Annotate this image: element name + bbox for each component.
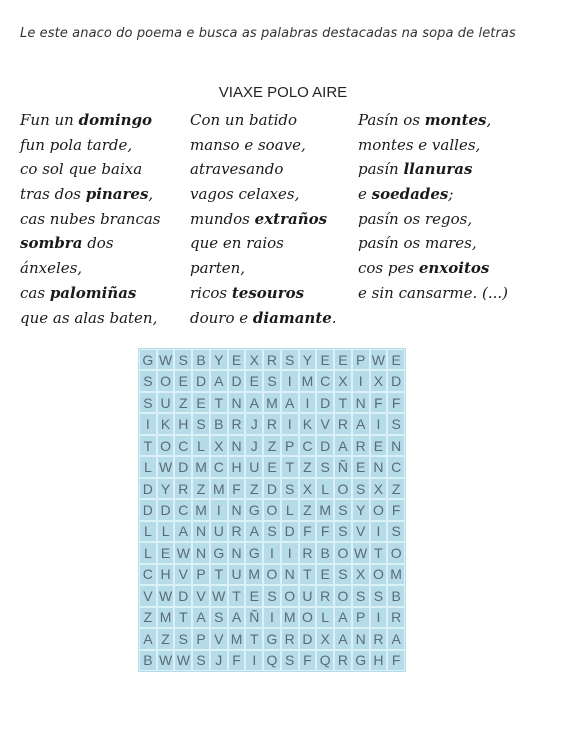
grid-cell[interactable]: A bbox=[352, 413, 370, 434]
poem-text: e sin cansarme. (...) bbox=[358, 283, 509, 302]
poem-text: ; bbox=[448, 185, 454, 204]
poem-text: Fun un bbox=[20, 111, 79, 129]
grid-cell[interactable]: F bbox=[370, 392, 388, 413]
grid-cell[interactable]: S bbox=[281, 478, 299, 499]
grid-cell[interactable]: H bbox=[157, 564, 175, 585]
poem-line bbox=[20, 207, 161, 232]
poem-text: Con un batido bbox=[190, 111, 298, 129]
grid-cell[interactable]: F bbox=[299, 650, 317, 671]
grid-cell[interactable]: X bbox=[370, 478, 388, 499]
poem-text: ricos bbox=[190, 283, 232, 302]
grid-cell[interactable]: D bbox=[192, 370, 210, 391]
highlighted-word: montes bbox=[424, 111, 487, 129]
grid-cell[interactable]: O bbox=[299, 607, 317, 628]
grid-cell[interactable]: T bbox=[210, 564, 228, 585]
grid-cell[interactable]: S bbox=[263, 521, 281, 542]
grid-cell[interactable]: M bbox=[245, 564, 263, 585]
grid-cell[interactable]: R bbox=[370, 628, 388, 649]
poem-line bbox=[358, 281, 508, 306]
grid-cell[interactable]: C bbox=[299, 435, 317, 456]
grid-cell[interactable]: L bbox=[192, 435, 210, 456]
grid-cell[interactable]: F bbox=[228, 650, 246, 671]
grid-cell[interactable]: N bbox=[192, 542, 210, 563]
grid-cell[interactable]: P bbox=[192, 628, 210, 649]
grid-cell[interactable]: C bbox=[174, 499, 192, 520]
grid-cell[interactable]: F bbox=[316, 521, 334, 542]
grid-cell[interactable]: I bbox=[370, 413, 388, 434]
grid-cell[interactable]: C bbox=[139, 564, 157, 585]
poem-line bbox=[190, 108, 337, 133]
poem-line bbox=[190, 306, 337, 331]
poem-text: pasín os regos, bbox=[358, 209, 473, 228]
poem-line bbox=[190, 256, 337, 281]
grid-cell[interactable]: C bbox=[210, 456, 228, 477]
poem-line bbox=[358, 207, 508, 232]
grid-cell[interactable]: X bbox=[352, 564, 370, 585]
grid-cell[interactable]: I bbox=[210, 499, 228, 520]
grid-cell[interactable]: N bbox=[192, 521, 210, 542]
poem-line bbox=[190, 207, 337, 232]
poem-text: cas nubes brancas bbox=[20, 209, 161, 228]
poem-text: cas bbox=[20, 283, 50, 302]
grid-cell[interactable]: Z bbox=[245, 478, 263, 499]
poem-title: VIAXE POLO AIRE bbox=[218, 84, 348, 101]
grid-cell[interactable]: R bbox=[174, 478, 192, 499]
grid-cell[interactable]: W bbox=[157, 456, 175, 477]
grid-cell[interactable]: G bbox=[210, 542, 228, 563]
grid-cell[interactable]: X bbox=[316, 628, 334, 649]
grid-cell[interactable]: G bbox=[245, 499, 263, 520]
poem-text: manso e soave, bbox=[190, 135, 306, 154]
grid-cell[interactable]: R bbox=[387, 607, 405, 628]
grid-cell[interactable]: N bbox=[281, 564, 299, 585]
grid-cell[interactable]: M bbox=[299, 370, 317, 391]
poem-text: pasín os mares, bbox=[358, 234, 477, 253]
grid-cell[interactable]: Z bbox=[157, 628, 175, 649]
grid-cell[interactable]: D bbox=[299, 628, 317, 649]
grid-cell[interactable]: D bbox=[139, 499, 157, 520]
grid-cell[interactable]: R bbox=[352, 435, 370, 456]
grid-cell[interactable]: S bbox=[139, 370, 157, 391]
poem-line bbox=[20, 182, 161, 207]
highlighted-word: domingo bbox=[78, 111, 153, 129]
grid-cell[interactable]: I bbox=[281, 370, 299, 391]
grid-cell[interactable]: E bbox=[228, 349, 246, 370]
poem-text: e bbox=[358, 185, 372, 204]
grid-cell[interactable]: T bbox=[334, 392, 352, 413]
highlighted-word: llanuras bbox=[403, 160, 473, 179]
grid-cell[interactable]: O bbox=[334, 542, 352, 563]
grid-cell[interactable]: A bbox=[387, 628, 405, 649]
grid-cell[interactable]: R bbox=[316, 585, 334, 606]
grid-cell[interactable]: W bbox=[174, 650, 192, 671]
poem-text: que en raios bbox=[190, 234, 284, 253]
poem-text: co sol que baixa bbox=[20, 160, 143, 179]
grid-cell[interactable]: G bbox=[245, 542, 263, 563]
grid-cell[interactable]: S bbox=[192, 650, 210, 671]
grid-cell[interactable]: N bbox=[370, 456, 388, 477]
grid-cell[interactable]: P bbox=[352, 607, 370, 628]
grid-cell[interactable]: Ñ bbox=[245, 607, 263, 628]
grid-cell[interactable]: T bbox=[299, 564, 317, 585]
grid-cell[interactable]: I bbox=[370, 607, 388, 628]
word-search-grid bbox=[138, 348, 406, 672]
grid-cell[interactable]: I bbox=[281, 413, 299, 434]
grid-cell[interactable]: M bbox=[192, 499, 210, 520]
grid-cell[interactable]: P bbox=[281, 435, 299, 456]
grid-cell[interactable]: S bbox=[334, 521, 352, 542]
grid-cell[interactable]: E bbox=[316, 349, 334, 370]
grid-cell[interactable]: I bbox=[281, 542, 299, 563]
grid-cell[interactable]: O bbox=[334, 585, 352, 606]
grid-cell[interactable]: L bbox=[157, 521, 175, 542]
grid-cell[interactable]: A bbox=[210, 370, 228, 391]
grid-cell[interactable]: G bbox=[139, 349, 157, 370]
highlighted-word: diamante bbox=[252, 308, 332, 327]
grid-cell[interactable]: M bbox=[316, 499, 334, 520]
grid-cell[interactable]: Z bbox=[299, 456, 317, 477]
grid-cell[interactable]: G bbox=[263, 628, 281, 649]
grid-cell[interactable]: I bbox=[263, 607, 281, 628]
grid-cell[interactable]: I bbox=[263, 542, 281, 563]
grid-cell[interactable]: D bbox=[316, 435, 334, 456]
grid-cell[interactable]: D bbox=[174, 585, 192, 606]
grid-cell[interactable]: Q bbox=[316, 650, 334, 671]
grid-cell[interactable]: T bbox=[281, 456, 299, 477]
grid-cell[interactable]: N bbox=[228, 499, 246, 520]
grid-cell[interactable]: X bbox=[210, 435, 228, 456]
poem-text: pasín bbox=[358, 160, 404, 179]
grid-cell[interactable]: M bbox=[192, 456, 210, 477]
grid-cell[interactable]: T bbox=[245, 628, 263, 649]
poem-text: mundos bbox=[190, 209, 255, 228]
poem-text: vagos celaxes, bbox=[190, 185, 300, 204]
grid-cell[interactable]: S bbox=[316, 456, 334, 477]
grid-cell[interactable]: O bbox=[387, 542, 405, 563]
grid-cell[interactable]: F bbox=[299, 521, 317, 542]
grid-cell[interactable]: E bbox=[316, 564, 334, 585]
poem-column-1 bbox=[20, 108, 161, 330]
grid-cell[interactable]: V bbox=[210, 628, 228, 649]
grid-cell[interactable]: Z bbox=[387, 478, 405, 499]
grid-cell[interactable]: R bbox=[334, 413, 352, 434]
grid-cell[interactable]: R bbox=[263, 349, 281, 370]
grid-cell[interactable]: D bbox=[139, 478, 157, 499]
grid-cell[interactable]: T bbox=[370, 542, 388, 563]
grid-cell[interactable]: R bbox=[228, 413, 246, 434]
grid-cell[interactable]: I bbox=[139, 413, 157, 434]
poem-line bbox=[190, 231, 337, 256]
grid-cell[interactable]: U bbox=[245, 456, 263, 477]
grid-cell[interactable]: S bbox=[281, 349, 299, 370]
poem-line bbox=[358, 231, 508, 256]
grid-cell[interactable]: N bbox=[228, 435, 246, 456]
grid-cell[interactable]: Y bbox=[157, 478, 175, 499]
poem-line bbox=[20, 281, 161, 306]
grid-cell[interactable]: B bbox=[192, 349, 210, 370]
grid-cell[interactable]: E bbox=[263, 456, 281, 477]
grid-cell[interactable]: F bbox=[387, 650, 405, 671]
grid-cell[interactable]: D bbox=[316, 392, 334, 413]
grid-cell[interactable]: H bbox=[174, 413, 192, 434]
grid-cell[interactable]: P bbox=[192, 564, 210, 585]
grid-cell[interactable]: O bbox=[263, 564, 281, 585]
grid-cell[interactable]: W bbox=[157, 585, 175, 606]
grid-cell[interactable]: L bbox=[281, 499, 299, 520]
highlighted-word: tesouros bbox=[231, 283, 305, 302]
grid-cell[interactable]: S bbox=[334, 499, 352, 520]
poem-text: tras dos bbox=[20, 185, 86, 204]
grid-cell[interactable]: S bbox=[263, 370, 281, 391]
grid-cell[interactable]: W bbox=[370, 349, 388, 370]
grid-cell[interactable]: B bbox=[316, 542, 334, 563]
grid-cell[interactable]: N bbox=[352, 392, 370, 413]
highlighted-word: palomiñas bbox=[49, 283, 137, 302]
grid-cell[interactable]: X bbox=[299, 478, 317, 499]
grid-cell[interactable]: M bbox=[281, 607, 299, 628]
grid-cell[interactable]: O bbox=[157, 435, 175, 456]
grid-cell[interactable]: Z bbox=[299, 499, 317, 520]
grid-cell[interactable]: O bbox=[281, 585, 299, 606]
poem-line bbox=[358, 157, 508, 182]
grid-cell[interactable]: X bbox=[245, 349, 263, 370]
highlighted-word: enxoitos bbox=[418, 259, 490, 278]
grid-cell[interactable]: U bbox=[210, 521, 228, 542]
grid-cell[interactable]: D bbox=[228, 370, 246, 391]
grid-cell[interactable]: M bbox=[228, 628, 246, 649]
grid-cell[interactable]: Y bbox=[210, 349, 228, 370]
highlighted-word: extraños bbox=[254, 209, 328, 228]
grid-cell[interactable]: S bbox=[281, 650, 299, 671]
grid-cell[interactable]: I bbox=[299, 392, 317, 413]
grid-cell[interactable]: U bbox=[228, 564, 246, 585]
grid-cell[interactable]: X bbox=[370, 370, 388, 391]
grid-cell[interactable]: R bbox=[334, 650, 352, 671]
grid-cell[interactable]: C bbox=[316, 370, 334, 391]
grid-cell[interactable]: G bbox=[352, 650, 370, 671]
grid-cell[interactable]: A bbox=[334, 628, 352, 649]
grid-cell[interactable]: B bbox=[210, 413, 228, 434]
poem-text: montes e valles, bbox=[358, 135, 481, 154]
grid-cell[interactable]: A bbox=[228, 607, 246, 628]
grid-cell[interactable]: I bbox=[245, 650, 263, 671]
grid-cell[interactable]: F bbox=[387, 499, 405, 520]
poem-line bbox=[358, 182, 508, 207]
poem-text: que as alas baten, bbox=[20, 308, 158, 327]
grid-cell[interactable]: E bbox=[174, 370, 192, 391]
grid-cell[interactable]: W bbox=[157, 650, 175, 671]
grid-cell[interactable]: S bbox=[139, 392, 157, 413]
grid-cell[interactable]: N bbox=[352, 628, 370, 649]
grid-cell[interactable]: C bbox=[387, 456, 405, 477]
grid-cell[interactable]: P bbox=[352, 349, 370, 370]
grid-cell[interactable]: S bbox=[334, 564, 352, 585]
grid-cell[interactable]: S bbox=[174, 628, 192, 649]
grid-cell[interactable]: H bbox=[370, 650, 388, 671]
poem-column-3 bbox=[358, 108, 508, 306]
grid-cell[interactable]: O bbox=[157, 370, 175, 391]
grid-cell[interactable]: S bbox=[370, 585, 388, 606]
grid-cell[interactable]: H bbox=[228, 456, 246, 477]
poem-text: . bbox=[331, 308, 337, 327]
grid-cell[interactable]: Y bbox=[352, 499, 370, 520]
poem-line bbox=[20, 157, 161, 182]
poem-column-2 bbox=[190, 108, 337, 330]
grid-cell[interactable]: F bbox=[387, 392, 405, 413]
grid-cell[interactable]: E bbox=[245, 370, 263, 391]
highlighted-word: soedades bbox=[371, 185, 449, 204]
grid-cell[interactable]: S bbox=[352, 585, 370, 606]
poem-line bbox=[358, 133, 508, 158]
grid-cell[interactable]: V bbox=[139, 585, 157, 606]
grid-cell[interactable]: S bbox=[174, 349, 192, 370]
grid-cell[interactable]: E bbox=[334, 349, 352, 370]
grid-cell[interactable]: K bbox=[157, 413, 175, 434]
grid-cell[interactable]: L bbox=[139, 521, 157, 542]
poem-line bbox=[190, 157, 337, 182]
grid-cell[interactable]: R bbox=[228, 521, 246, 542]
grid-cell[interactable]: S bbox=[192, 413, 210, 434]
grid-cell[interactable]: A bbox=[174, 521, 192, 542]
grid-cell[interactable]: L bbox=[316, 607, 334, 628]
grid-cell[interactable]: J bbox=[210, 650, 228, 671]
grid-cell[interactable]: O bbox=[263, 499, 281, 520]
grid-cell[interactable]: T bbox=[210, 392, 228, 413]
poem-text: ánxeles, bbox=[20, 259, 83, 278]
grid-cell[interactable]: W bbox=[210, 585, 228, 606]
grid-cell[interactable]: W bbox=[352, 542, 370, 563]
grid-cell[interactable]: C bbox=[174, 435, 192, 456]
grid-cell[interactable]: D bbox=[281, 521, 299, 542]
grid-cell[interactable]: B bbox=[387, 585, 405, 606]
poem-line bbox=[20, 133, 161, 158]
grid-cell[interactable]: N bbox=[228, 542, 246, 563]
instructions: Le este anaco do poema e busca as palabras destacadas na sopa de letras bbox=[20, 26, 516, 41]
grid-cell[interactable]: L bbox=[316, 478, 334, 499]
grid-cell[interactable]: V bbox=[352, 521, 370, 542]
poem-line bbox=[190, 182, 337, 207]
poem-line bbox=[20, 108, 161, 133]
poem-text: cos pes bbox=[358, 259, 419, 278]
grid-cell[interactable]: W bbox=[157, 349, 175, 370]
grid-cell[interactable]: T bbox=[139, 435, 157, 456]
poem-line bbox=[358, 256, 508, 281]
grid-cell[interactable]: R bbox=[299, 542, 317, 563]
grid-cell[interactable]: S bbox=[387, 413, 405, 434]
grid-cell[interactable]: O bbox=[334, 478, 352, 499]
poem-line bbox=[190, 281, 337, 306]
poem-line bbox=[20, 231, 161, 256]
grid-cell[interactable]: A bbox=[334, 607, 352, 628]
grid-cell[interactable]: U bbox=[157, 392, 175, 413]
grid-cell[interactable]: M bbox=[387, 564, 405, 585]
grid-cell[interactable]: I bbox=[370, 521, 388, 542]
grid-cell[interactable]: M bbox=[210, 478, 228, 499]
grid-cell[interactable]: V bbox=[174, 564, 192, 585]
grid-cell[interactable]: A bbox=[334, 435, 352, 456]
grid-cell[interactable]: Z bbox=[192, 478, 210, 499]
grid-cell[interactable]: V bbox=[192, 585, 210, 606]
grid-cell[interactable]: W bbox=[174, 542, 192, 563]
grid-cell[interactable]: B bbox=[139, 650, 157, 671]
grid-cell[interactable]: E bbox=[352, 456, 370, 477]
grid-cell[interactable]: E bbox=[370, 435, 388, 456]
poem-text: , bbox=[148, 185, 154, 204]
grid-cell[interactable]: V bbox=[316, 413, 334, 434]
poem-text: Pasín os bbox=[358, 111, 425, 129]
grid-cell[interactable]: Y bbox=[299, 349, 317, 370]
grid-cell[interactable]: Z bbox=[139, 607, 157, 628]
grid-cell[interactable]: T bbox=[228, 585, 246, 606]
grid-cell[interactable]: T bbox=[174, 607, 192, 628]
grid-cell[interactable]: D bbox=[157, 499, 175, 520]
grid-cell[interactable]: X bbox=[334, 370, 352, 391]
poem-text: , bbox=[486, 111, 492, 129]
poem-text: dos bbox=[82, 234, 114, 253]
grid-cell[interactable]: Ñ bbox=[334, 456, 352, 477]
grid-cell[interactable]: D bbox=[387, 370, 405, 391]
grid-cell[interactable]: N bbox=[228, 392, 246, 413]
grid-cell[interactable]: A bbox=[245, 392, 263, 413]
grid-cell[interactable]: E bbox=[245, 585, 263, 606]
grid-cell[interactable]: M bbox=[157, 607, 175, 628]
poem-text: douro e bbox=[190, 308, 253, 327]
grid-cell[interactable]: Z bbox=[174, 392, 192, 413]
grid-cell[interactable]: A bbox=[192, 607, 210, 628]
grid-cell[interactable]: M bbox=[263, 392, 281, 413]
poem-line bbox=[20, 306, 161, 331]
poem-text: fun pola tarde, bbox=[20, 135, 133, 154]
grid-cell[interactable]: S bbox=[263, 585, 281, 606]
grid-cell[interactable]: S bbox=[352, 478, 370, 499]
grid-cell[interactable]: S bbox=[210, 607, 228, 628]
grid-cell[interactable]: J bbox=[245, 413, 263, 434]
grid-cell[interactable]: I bbox=[352, 370, 370, 391]
grid-cell[interactable]: S bbox=[387, 521, 405, 542]
grid-cell[interactable]: E bbox=[157, 542, 175, 563]
grid-cell[interactable]: J bbox=[245, 435, 263, 456]
grid-cell[interactable]: Z bbox=[263, 435, 281, 456]
grid-cell[interactable]: R bbox=[263, 413, 281, 434]
highlighted-word: pinares bbox=[85, 185, 149, 204]
grid-cell[interactable]: Q bbox=[263, 650, 281, 671]
grid-cell[interactable]: U bbox=[299, 585, 317, 606]
poem-line bbox=[20, 256, 161, 281]
poem-line bbox=[358, 108, 508, 133]
grid-cell[interactable]: E bbox=[387, 349, 405, 370]
grid-cell[interactable]: K bbox=[299, 413, 317, 434]
poem-text: parten, bbox=[190, 259, 246, 278]
grid-cell[interactable]: F bbox=[228, 478, 246, 499]
grid-cell[interactable]: N bbox=[387, 435, 405, 456]
poem-text: atravesando bbox=[190, 160, 284, 179]
grid-cell[interactable]: A bbox=[139, 628, 157, 649]
grid-cell[interactable]: D bbox=[174, 456, 192, 477]
grid-cell[interactable]: A bbox=[281, 392, 299, 413]
grid-cell[interactable]: O bbox=[370, 564, 388, 585]
grid-cell[interactable]: L bbox=[139, 456, 157, 477]
grid-cell[interactable]: R bbox=[281, 628, 299, 649]
highlighted-word: sombra bbox=[20, 234, 83, 253]
poem-line bbox=[190, 133, 337, 158]
grid-cell[interactable]: O bbox=[370, 499, 388, 520]
grid-cell[interactable]: L bbox=[139, 542, 157, 563]
grid-cell[interactable]: D bbox=[263, 478, 281, 499]
grid-cell[interactable]: A bbox=[245, 521, 263, 542]
grid-cell[interactable]: E bbox=[192, 392, 210, 413]
